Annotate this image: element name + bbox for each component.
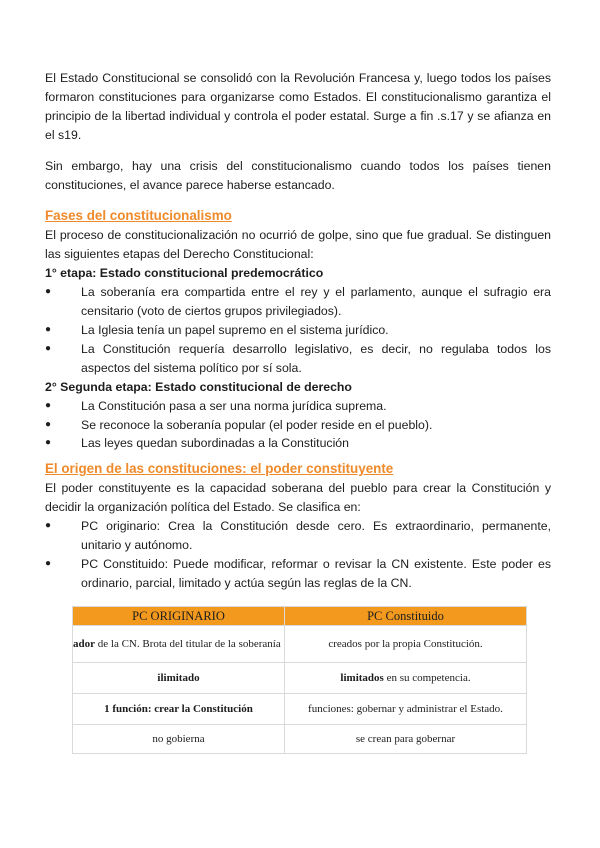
intro-paragraph-1: El Estado Constitucional se consolidó con la Revolución Francesa y, luego todos los países formaron constituciones para organizarse como Estados. El constitucionalismo garantiza el principio de la libertad individual y controla el poder estatal. Surge a fin .s.17 y se afianza en el s19. bbox=[45, 71, 551, 142]
comparison-table bbox=[72, 606, 527, 754]
table-cell: se crean para gobernar bbox=[285, 725, 527, 754]
table-row bbox=[73, 663, 527, 694]
bullet-icon: ● bbox=[45, 399, 52, 411]
table-cell: limitados en su competencia. bbox=[285, 663, 527, 694]
list-item: ● La Iglesia tenía un papel supremo en el sistema jurídico. bbox=[45, 321, 551, 340]
table-cell: 1 función: crear la Constitución bbox=[73, 694, 285, 725]
origen-intro: El poder constituyente es la capacidad soberana del pueblo para crear la Constitución y decidir la organización política del Estado. Se clasifica en: bbox=[45, 481, 551, 515]
list-item: ● La Constitución pasa a ser una norma jurídica suprema. bbox=[45, 397, 551, 416]
stage-2-title: 2° Segunda etapa: Estado constitucional de derecho bbox=[45, 379, 352, 394]
table-cell: ador de la CN. Brota del titular de la soberanía bbox=[73, 626, 285, 663]
list-item: ● La soberanía era compartida entre el rey y el parlamento, aunque el sufragio era censitario (voto de ciertos grupos privilegiados). bbox=[45, 285, 551, 319]
table-row bbox=[73, 725, 527, 754]
table-cell: no gobierna bbox=[73, 725, 285, 754]
bullet-icon: ● bbox=[45, 557, 52, 569]
bullet-icon: ● bbox=[45, 520, 52, 532]
list-item: ● Las leyes quedan subordinadas a la Constitución bbox=[45, 434, 551, 453]
table-header-row bbox=[73, 607, 527, 626]
list-item: ● La Constitución requería desarrollo legislativo, es decir, no regulaba todos los aspectos del sistema político por sí sola. bbox=[45, 341, 551, 375]
bullet-icon: ● bbox=[45, 342, 52, 354]
bullet-icon: ● bbox=[45, 418, 52, 430]
intro-paragraph-2: Sin embargo, hay una crisis del constitucionalismo cuando todos los países tienen constituciones, el avance parece haberse estancado. bbox=[45, 158, 551, 192]
list-item: ● PC Constituido: Puede modificar, reformar o revisar la CN existente. Este poder es ordinario, parcial, limitado y actúa según las reglas de la CN. bbox=[45, 556, 551, 590]
header-pc-originario: PC ORIGINARIO bbox=[73, 607, 285, 626]
table-row bbox=[73, 626, 527, 663]
list-item: ● Se reconoce la soberanía popular (el poder reside en el pueblo). bbox=[45, 416, 551, 435]
fases-intro: El proceso de constitucionalización no ocurrió de golpe, sino que fue gradual. Se distinguen las siguientes etapas del Derecho Constitucional: bbox=[45, 228, 551, 262]
section-heading-origen: El origen de las constituciones: el poder constituyente bbox=[45, 461, 394, 477]
bullet-icon: ● bbox=[45, 437, 52, 449]
list-item: ● PC originario: Crea la Constitución desde cero. Es extraordinario, permanente, unitario y autónomo. bbox=[45, 519, 551, 553]
stage-1-title: 1° etapa: Estado constitucional predemocrático bbox=[45, 266, 324, 281]
section-heading-fases: Fases del constitucionalismo bbox=[45, 208, 232, 224]
table-cell: funciones: gobernar y administrar el Estado. bbox=[285, 694, 527, 725]
bullet-icon: ● bbox=[45, 286, 52, 298]
table-row bbox=[73, 694, 527, 725]
bullet-icon: ● bbox=[45, 323, 52, 335]
header-pc-constituido: PC Constituido bbox=[285, 607, 527, 626]
table-cell: ilimitado bbox=[73, 663, 285, 694]
document-page bbox=[45, 69, 551, 593]
table-cell: creados por la propia Constitución. bbox=[285, 626, 527, 663]
